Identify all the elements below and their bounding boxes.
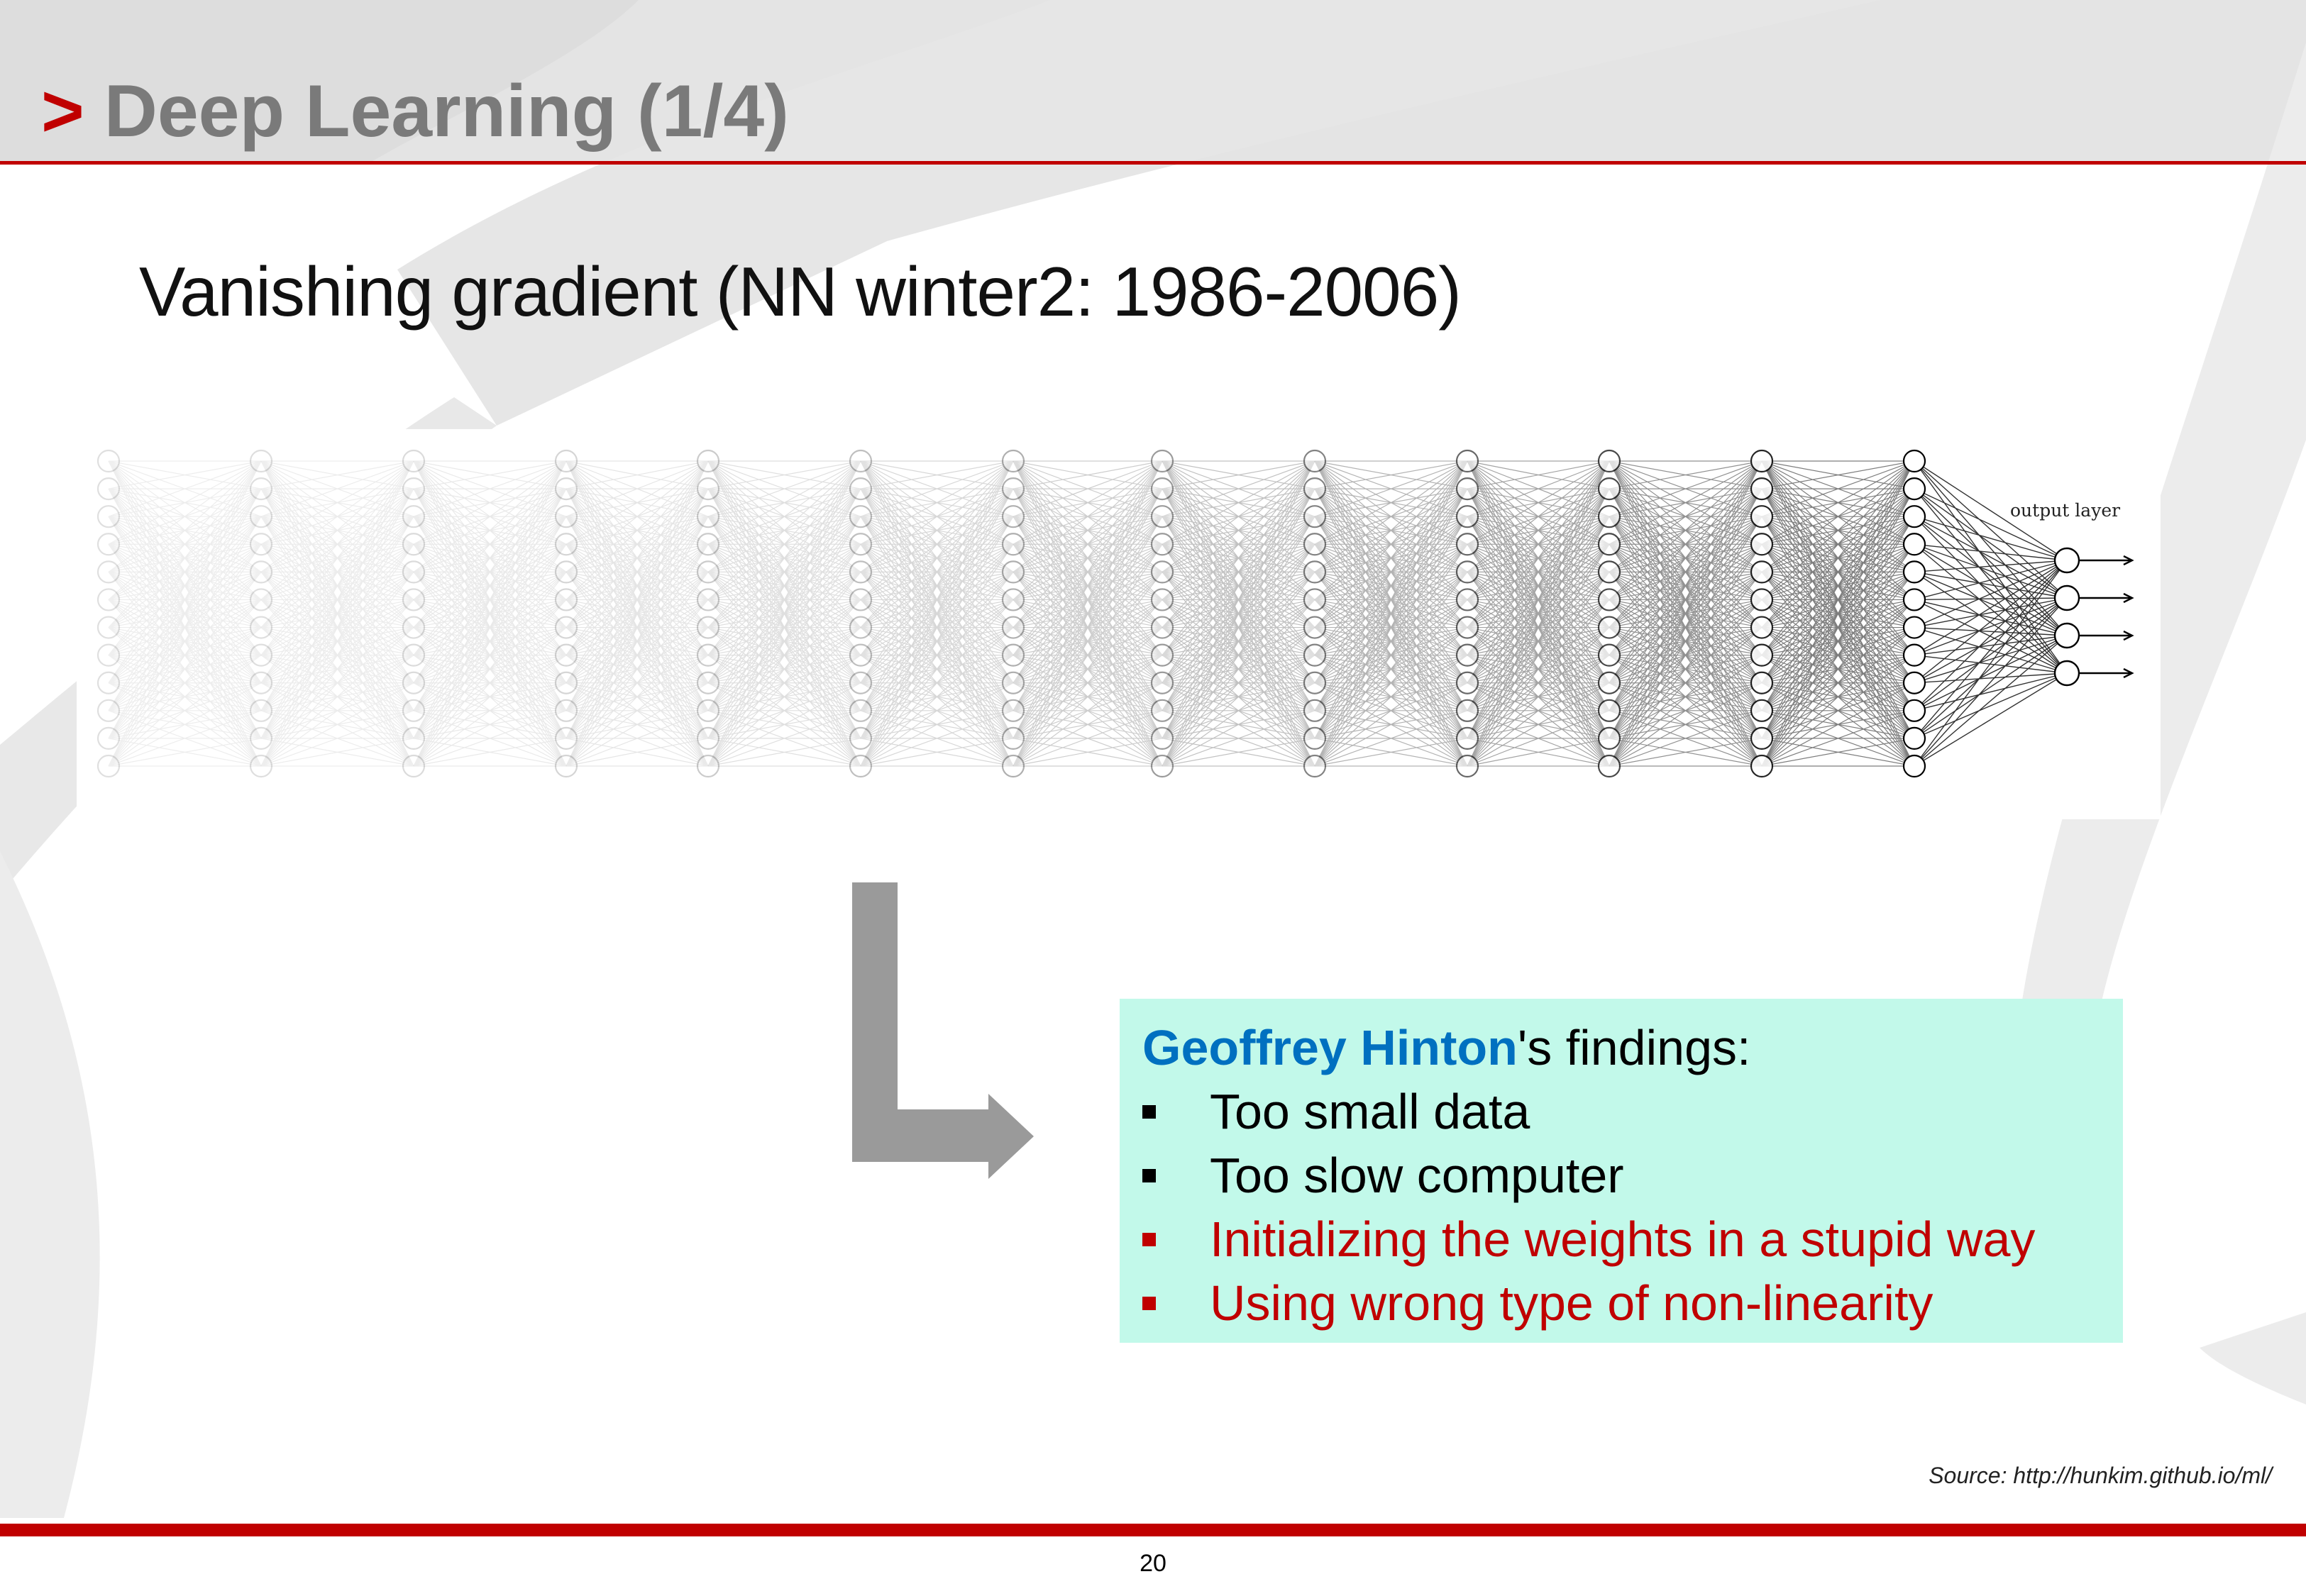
elbow-arrow-icon	[848, 880, 1039, 1185]
finding-text: Initializing the weights in a stupid way	[1210, 1212, 2036, 1267]
neural-network-diagram	[77, 429, 2161, 819]
finding-item	[1142, 1271, 2102, 1335]
output-layer-label: output layer	[2010, 500, 2121, 521]
finding-item	[1142, 1080, 2102, 1143]
title-text: Deep Learning (1/4)	[104, 70, 789, 153]
source-citation: Source: http://hunkim.github.io/ml/	[1929, 1463, 2272, 1488]
findings-box	[1120, 999, 2123, 1343]
bullet-square-icon	[1142, 1169, 1156, 1182]
hinton-name: Geoffrey Hinton	[1142, 1020, 1518, 1075]
finding-item	[1142, 1143, 2102, 1207]
finding-item	[1142, 1207, 2102, 1271]
bullet-square-icon	[1142, 1105, 1156, 1119]
bullet-square-icon	[1142, 1233, 1156, 1246]
slide-subtitle: Vanishing gradient (NN winter2: 1986-2006)	[139, 253, 1461, 331]
page-number: 20	[1140, 1550, 1166, 1577]
footer-rule	[0, 1524, 2306, 1536]
title-rule	[0, 161, 2306, 165]
bullet-square-icon	[1142, 1297, 1156, 1310]
title-marker: >	[41, 70, 84, 153]
finding-text: Using wrong type of non-linearity	[1210, 1275, 1933, 1331]
findings-heading-suffix: 's findings:	[1517, 1020, 1751, 1075]
finding-text: Too small data	[1210, 1084, 1530, 1139]
finding-text: Too slow computer	[1210, 1148, 1624, 1203]
slide-title	[41, 65, 789, 157]
findings-heading	[1142, 1016, 2102, 1080]
